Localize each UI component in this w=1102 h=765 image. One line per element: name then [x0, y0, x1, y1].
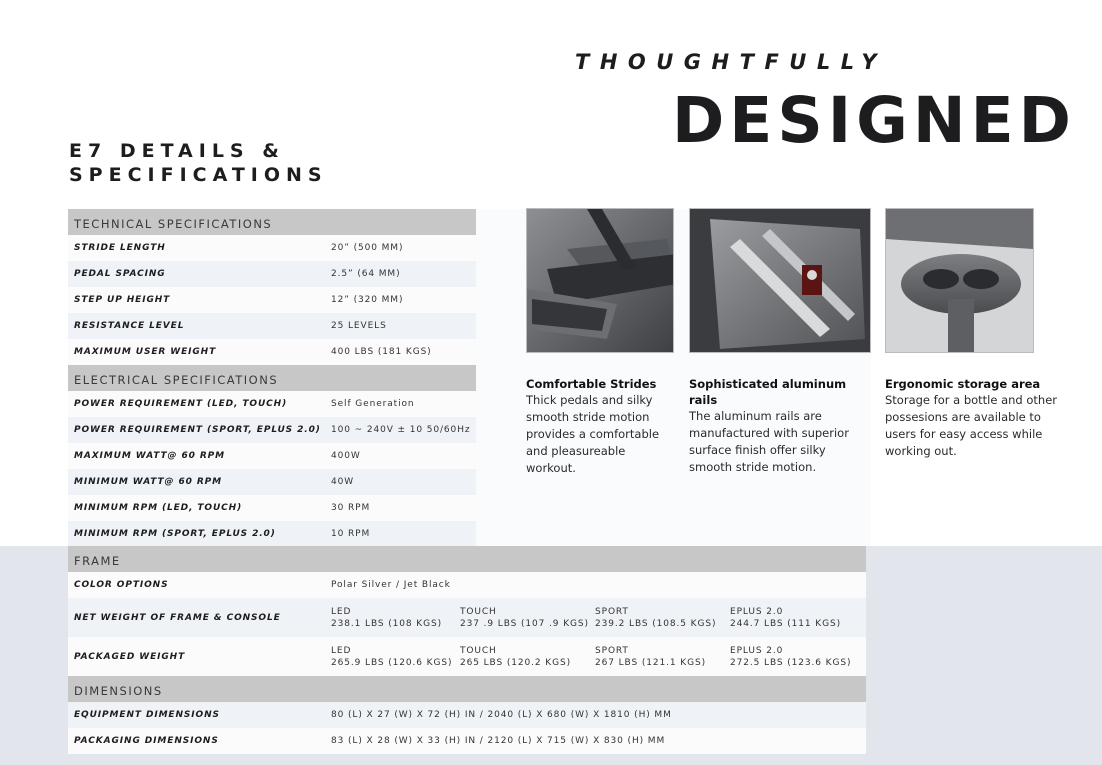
model-value: 265 LBS (120.2 KGS)	[460, 657, 571, 668]
page-title	[69, 139, 328, 187]
model-value: 239.2 LBS (108.5 KGS)	[595, 618, 717, 629]
table-row	[68, 417, 476, 443]
row-label: NET WEIGHT OF FRAME & CONSOLE	[74, 612, 281, 623]
model-name: LED	[331, 645, 352, 656]
table-row	[68, 572, 866, 598]
row-label: COLOR OPTIONS	[74, 580, 169, 590]
row-value: Self Generation	[331, 399, 415, 409]
model-value: 244.7 LBS (111 KGS)	[730, 618, 841, 629]
row-label: PACKAGED WEIGHT	[74, 651, 186, 662]
row-label: EQUIPMENT DIMENSIONS	[74, 710, 220, 720]
table-row	[68, 235, 476, 261]
model-name: SPORT	[595, 645, 629, 656]
table-row	[68, 339, 476, 365]
row-label: PACKAGING DIMENSIONS	[74, 736, 219, 746]
table-row	[68, 521, 476, 547]
table-row	[68, 443, 476, 469]
section-heading-frame: FRAME	[68, 546, 866, 572]
row-label: PEDAL SPACING	[74, 269, 166, 279]
table-row	[68, 391, 476, 417]
row-value: 30 RPM	[331, 503, 371, 513]
feature-title: Sophisticated aluminum rails	[689, 377, 847, 407]
spec-table-lower	[68, 546, 866, 754]
model-name: TOUCH	[460, 645, 497, 656]
feature-description: Thick pedals and silky smooth stride motion provides a comfortable and pleasureable workout.	[526, 393, 660, 475]
model-name: SPORT	[595, 606, 629, 617]
feature-title: Ergonomic storage area	[885, 377, 1041, 391]
row-value: 100 ~ 240V ± 10 50/60Hz	[331, 425, 471, 435]
feature-description: The aluminum rails are manufactured with superior surface finish offer silky smooth stride motion.	[689, 409, 849, 474]
row-value: 40W	[331, 477, 355, 487]
model-cell	[325, 645, 460, 669]
pedal-photo	[526, 208, 674, 353]
row-value: Polar Silver / Jet Black	[331, 580, 451, 590]
model-cell	[460, 645, 595, 669]
model-value: 265.9 LBS (120.6 KGS)	[331, 657, 453, 668]
model-cell	[595, 606, 730, 630]
row-value: 83 (L) X 28 (W) X 33 (H) IN / 2120 (L) X 715 (W) X 830 (H) MM	[331, 736, 666, 746]
model-name: LED	[331, 606, 352, 617]
section-heading-dimensions: DIMENSIONS	[68, 676, 866, 702]
table-row	[68, 702, 866, 728]
row-label: STRIDE LENGTH	[74, 243, 166, 253]
spec-table-upper	[68, 209, 476, 547]
model-name: TOUCH	[460, 606, 497, 617]
row-label: POWER REQUIREMENT (SPORT, EPLUS 2.0)	[74, 425, 321, 435]
model-value: 272.5 LBS (123.6 KGS)	[730, 657, 852, 668]
row-label: MINIMUM RPM (LED, TOUCH)	[74, 503, 243, 513]
model-name: EPLUS 2.0	[730, 606, 784, 617]
table-row	[68, 495, 476, 521]
row-label: MAXIMUM USER WEIGHT	[74, 347, 217, 357]
table-row	[68, 287, 476, 313]
table-row	[68, 313, 476, 339]
table-row	[68, 728, 866, 754]
row-value: 20” (500 MM)	[331, 243, 404, 253]
row-value: 80 (L) X 27 (W) X 72 (H) IN / 2040 (L) X 680 (W) X 1810 (H) MM	[331, 710, 672, 720]
table-row	[68, 261, 476, 287]
model-value: 267 LBS (121.1 KGS)	[595, 657, 706, 668]
page-title-line-2: SPECIFICATIONS	[69, 164, 328, 186]
storage-photo	[885, 208, 1034, 353]
model-cell	[595, 645, 730, 669]
hero-tagline: THOUGHTFULLY	[575, 50, 888, 74]
model-cell	[460, 606, 595, 630]
rail-photo	[689, 208, 871, 353]
model-cell	[730, 645, 865, 669]
section-heading-electrical: ELECTRICAL SPECIFICATIONS	[68, 365, 476, 391]
model-value: 238.1 LBS (108 KGS)	[331, 618, 442, 629]
row-label: MINIMUM RPM (SPORT, EPLUS 2.0)	[74, 529, 276, 539]
feature-title: Comfortable Strides	[526, 377, 657, 391]
row-value: 2.5” (64 MM)	[331, 269, 401, 279]
feature-description: Storage for a bottle and other possesions are available to users for easy access while working out.	[885, 393, 1058, 458]
row-label: POWER REQUIREMENT (LED, TOUCH)	[74, 399, 288, 409]
model-cell	[730, 606, 865, 630]
row-label: MINIMUM WATT@ 60 RPM	[74, 477, 223, 487]
row-value: 10 RPM	[331, 529, 371, 539]
row-label: STEP UP HEIGHT	[74, 295, 171, 305]
hero-headline: DESIGNED	[672, 84, 1076, 157]
row-label: RESISTANCE LEVEL	[74, 321, 185, 331]
model-name: EPLUS 2.0	[730, 645, 784, 656]
row-value: 400W	[331, 451, 361, 461]
model-cell	[325, 606, 460, 630]
page-title-line-1: E7 DETAILS &	[69, 140, 285, 162]
row-value: 12” (320 MM)	[331, 295, 404, 305]
feature-comfortable-strides	[526, 208, 674, 477]
table-row	[68, 637, 866, 676]
table-row	[68, 469, 476, 495]
row-value: 25 LEVELS	[331, 321, 387, 331]
feature-storage-area	[885, 208, 1061, 460]
row-value: 400 LBS (181 KGS)	[331, 347, 432, 357]
table-row	[68, 598, 866, 637]
section-heading-technical: TECHNICAL SPECIFICATIONS	[68, 209, 476, 235]
model-value: 237 .9 LBS (107 .9 KGS)	[460, 618, 589, 629]
row-label: MAXIMUM WATT@ 60 RPM	[74, 451, 226, 461]
feature-aluminum-rails	[689, 208, 871, 476]
